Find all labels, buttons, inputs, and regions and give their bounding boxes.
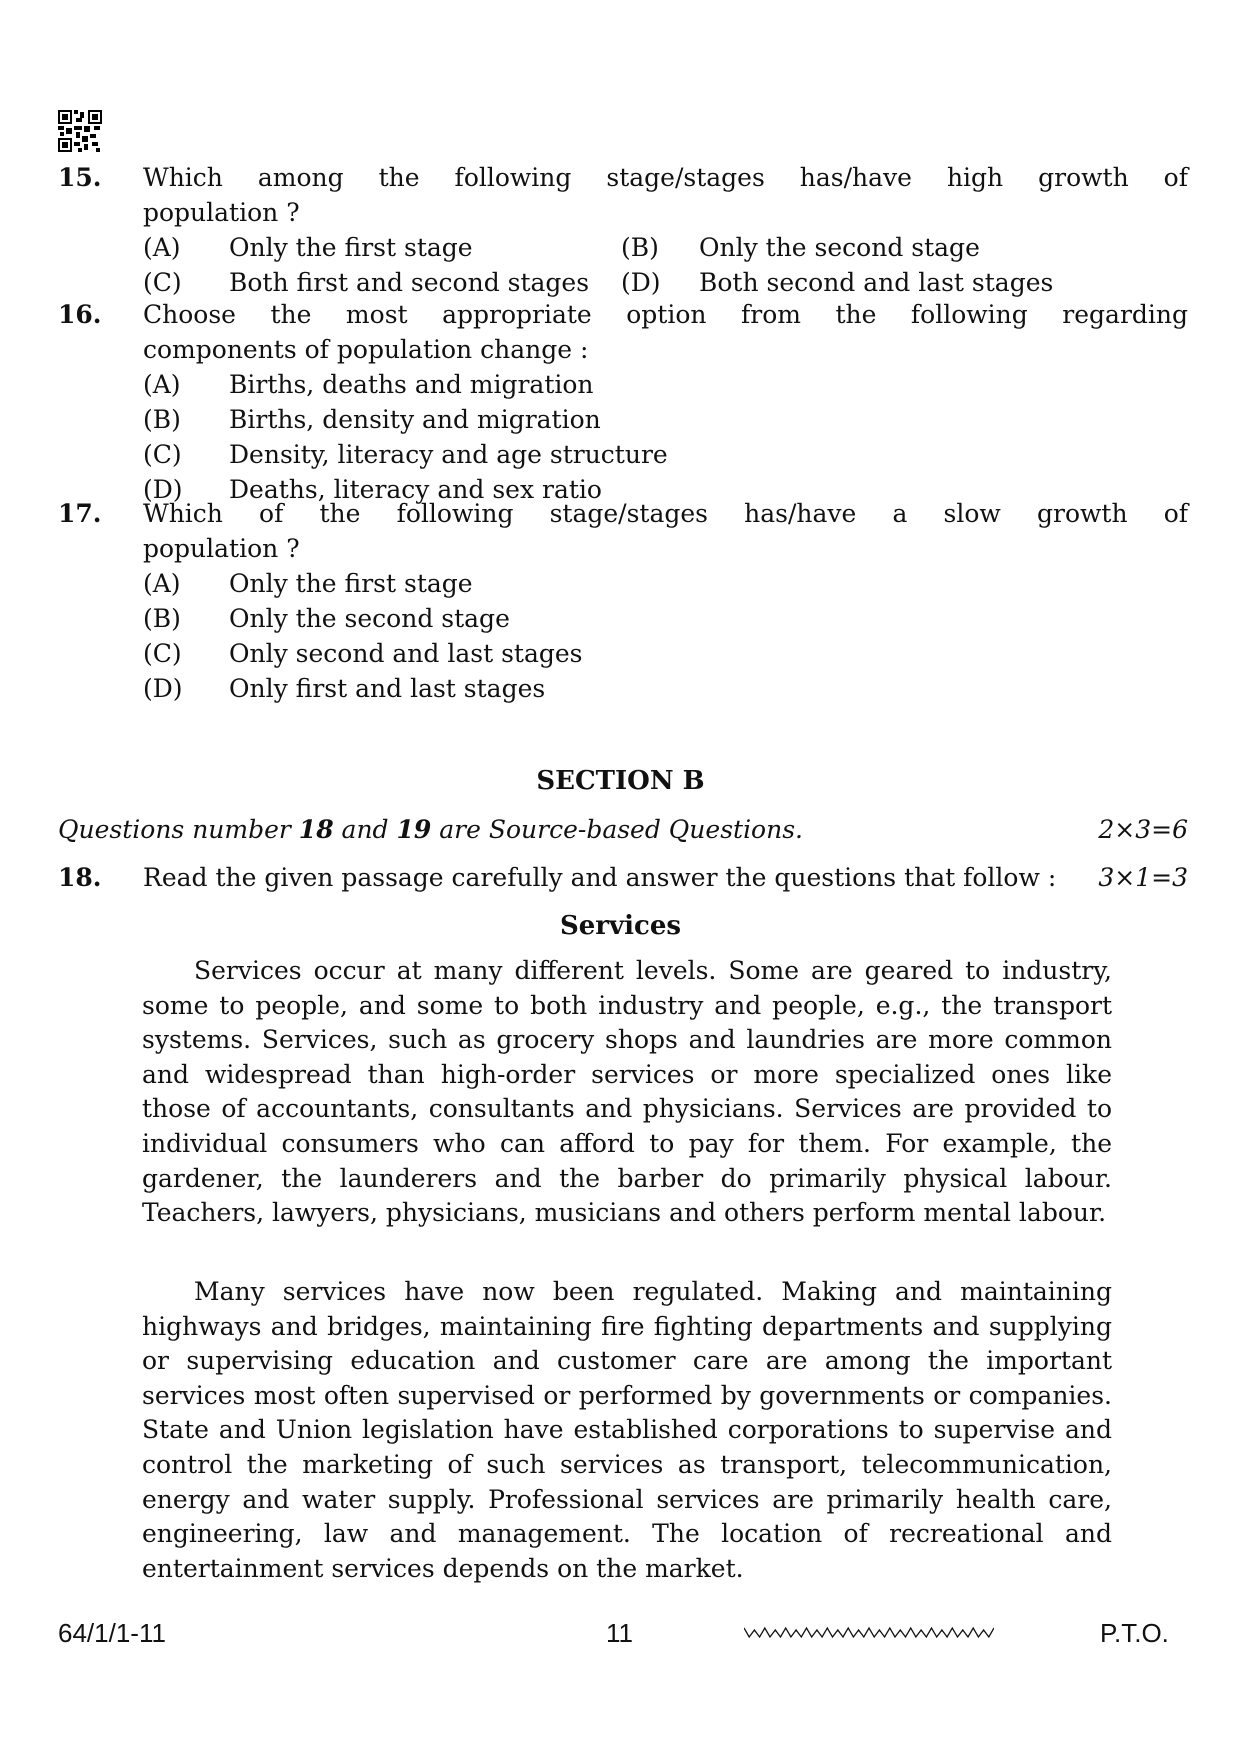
question-stem-line2: population ? — [143, 198, 300, 227]
option-text-c: Both first and second stages — [229, 268, 590, 297]
instruction-number-19: 19 — [396, 815, 432, 844]
option-label-c: (C) — [143, 268, 182, 297]
option-text-a: Births, deaths and migration — [229, 370, 594, 399]
instruction-text-1: Questions number — [58, 815, 299, 844]
option-label-c: (C) — [143, 440, 182, 469]
passage-paragraph-1: Services occur at many different levels. Some are geared to industry, some to people, and some to both industry and people, e.g., the transport systems. Services, such as grocery shops and laundries are more common and widespread than high-order services or more specialized ones like those of accountants, consultants and physicians. Services are provided to individual consumers who can afford to pay for them. For example, the gardener, the launderers and the barber do primarily physical labour. Teachers, lawyers, physicians, musicians and others perform mental labour. — [142, 956, 1112, 1228]
question-text: Read the given passage carefully and answer the questions that follow : — [143, 863, 1057, 892]
question-stem-line2: components of population change : — [143, 335, 589, 364]
section-instruction — [58, 815, 1188, 844]
question-stem-line2: population ? — [143, 534, 300, 563]
option-text-a: Only the first stage — [229, 233, 473, 262]
wavy-line-ornament — [744, 1624, 994, 1640]
paper-code: 64/1/1-11 — [58, 1618, 166, 1648]
qr-code-icon — [58, 110, 102, 152]
instruction-number-18: 18 — [298, 815, 334, 844]
question-number: 15. — [58, 163, 102, 192]
instruction-text-2: and — [333, 815, 397, 844]
option-label-a: (A) — [143, 569, 181, 598]
question-17 — [58, 496, 1188, 706]
question-number: 16. — [58, 300, 102, 329]
passage-paragraph-2: Many services have now been regulated. Making and maintaining highways and bridges, maintaining fire fighting departments and supplying or supervising education and customer care are among the important services most often supervised or performed by governments or companies. State and Union legislation have established corporations to supervise and control the marketing of such services as transport, telecommunication, energy and water supply. Professional services are primarily health care, engineering, law and management. The location of recreational and entertainment services depends on the market. — [142, 1277, 1112, 1583]
option-text-b: Only the second stage — [229, 604, 510, 633]
option-label-d: (D) — [621, 268, 661, 297]
question-stem-line1: Which among the following stage/stages has/have high growth of — [143, 163, 1188, 192]
passage — [142, 1275, 1112, 1586]
pto-label: P.T.O. — [1100, 1618, 1169, 1648]
section-marks: 2×3=6 — [1098, 815, 1188, 844]
question-stem-line1: Which of the following stage/stages has/have a slow growth of — [143, 499, 1188, 528]
instruction-text-3: are Source-based Questions. — [431, 815, 803, 844]
option-label-a: (A) — [143, 370, 181, 399]
option-text-b: Only the second stage — [699, 233, 980, 262]
question-16 — [58, 297, 1188, 507]
question-stem-line1: Choose the most appropriate option from the following regarding — [143, 300, 1188, 329]
option-label-b: (B) — [143, 604, 181, 633]
option-text-c: Density, literacy and age structure — [229, 440, 668, 469]
question-number: 17. — [58, 499, 102, 528]
passage-title: Services — [559, 911, 681, 941]
option-label-d: (D) — [143, 674, 183, 703]
option-label-b: (B) — [621, 233, 659, 262]
question-15 — [58, 160, 1188, 300]
option-text-d: Only first and last stages — [229, 674, 546, 703]
question-number: 18. — [58, 863, 102, 892]
option-text-c: Only second and last stages — [229, 639, 583, 668]
section-heading: SECTION B — [536, 766, 705, 796]
option-label-a: (A) — [143, 233, 181, 262]
option-text-d: Both second and last stages — [699, 268, 1054, 297]
page-number: 11 — [606, 1618, 633, 1648]
option-text-d: Deaths, literacy and sex ratio — [229, 475, 602, 504]
option-text-b: Births, density and migration — [229, 405, 601, 434]
option-label-c: (C) — [143, 639, 182, 668]
passage — [142, 954, 1112, 1231]
option-label-d: (D) — [143, 475, 183, 504]
option-label-b: (B) — [143, 405, 181, 434]
option-text-a: Only the first stage — [229, 569, 473, 598]
question-marks: 3×1=3 — [1098, 863, 1188, 892]
